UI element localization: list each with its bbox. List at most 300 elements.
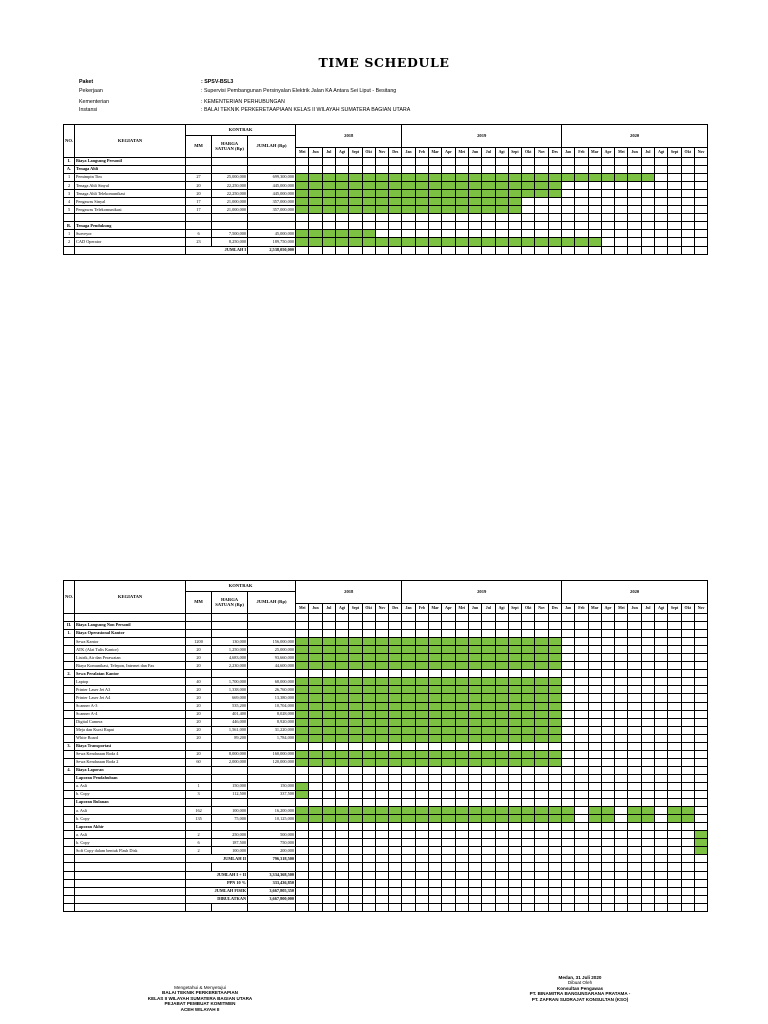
schedule-cell <box>668 782 681 790</box>
table-row <box>64 710 708 718</box>
schedule-cell <box>681 903 694 911</box>
header-jumlah: JUMLAH (Rp) <box>248 592 296 614</box>
schedule-bar-cell <box>455 174 468 182</box>
schedule-cell <box>655 863 668 871</box>
table-row <box>64 702 708 710</box>
header-month: Jun <box>468 604 481 614</box>
schedule-cell <box>389 230 402 238</box>
schedule-cell <box>615 614 628 622</box>
schedule-bar-cell <box>455 726 468 734</box>
schedule-cell <box>588 782 601 790</box>
schedule-cell <box>415 222 428 230</box>
schedule-cell <box>575 782 588 790</box>
schedule-cell <box>442 823 455 831</box>
table-row <box>64 815 708 823</box>
schedule-bar-cell <box>375 686 388 694</box>
schedule-bar-cell <box>482 726 495 734</box>
header-month: Okt <box>362 604 375 614</box>
schedule-bar-cell <box>628 174 641 182</box>
schedule-bar-cell <box>522 726 535 734</box>
schedule-cell <box>588 726 601 734</box>
table-row <box>64 799 708 807</box>
schedule-cell <box>455 614 468 622</box>
schedule-cell <box>548 855 561 863</box>
schedule-bar-cell <box>548 734 561 742</box>
schedule-cell <box>575 246 588 254</box>
schedule-cell <box>681 831 694 839</box>
row-jumlah: 31,220,000 <box>248 726 296 734</box>
schedule-cell <box>389 166 402 174</box>
schedule-cell <box>681 238 694 246</box>
schedule-bar-cell <box>335 726 348 734</box>
row-mm: 20 <box>186 726 212 734</box>
schedule-bar-cell <box>535 710 548 718</box>
schedule-cell <box>615 823 628 831</box>
schedule-cell <box>389 630 402 638</box>
table-row <box>64 638 708 646</box>
schedule-bar-cell <box>482 206 495 214</box>
schedule-cell <box>655 182 668 190</box>
schedule-cell <box>681 718 694 726</box>
schedule-bar-cell <box>508 726 521 734</box>
schedule-cell <box>508 230 521 238</box>
schedule-bar-cell <box>522 190 535 198</box>
schedule-cell <box>681 158 694 166</box>
header-month: Apr <box>442 604 455 614</box>
schedule-cell <box>508 614 521 622</box>
schedule-cell <box>668 182 681 190</box>
schedule-bar-cell <box>455 654 468 662</box>
schedule-cell <box>601 831 614 839</box>
row-jumlah <box>248 823 296 831</box>
schedule-bar-cell <box>402 206 415 214</box>
schedule-cell <box>415 230 428 238</box>
table-cell <box>75 214 186 222</box>
schedule-cell <box>694 791 707 799</box>
schedule-bar-cell <box>468 734 481 742</box>
row-activity: a. Asli <box>75 782 186 790</box>
schedule-cell <box>389 863 402 871</box>
schedule-bar-cell <box>429 206 442 214</box>
schedule-cell <box>335 895 348 903</box>
schedule-cell <box>402 742 415 750</box>
schedule-bar-cell <box>482 198 495 206</box>
schedule-bar-cell <box>522 710 535 718</box>
header-month: Okt <box>522 148 535 158</box>
row-mm: 1 <box>186 782 212 790</box>
schedule-cell <box>402 839 415 847</box>
schedule-cell <box>628 230 641 238</box>
schedule-cell <box>468 895 481 903</box>
schedule-bar-cell <box>522 750 535 758</box>
table-row <box>64 174 708 182</box>
schedule-cell <box>482 630 495 638</box>
total-value: 333,436,850 <box>248 879 296 887</box>
schedule-bar-cell <box>429 182 442 190</box>
row-jumlah: 10,704,000 <box>248 702 296 710</box>
row-harga: 2,000,000 <box>212 758 248 766</box>
schedule-bar-cell <box>389 694 402 702</box>
schedule-bar-cell <box>522 678 535 686</box>
schedule-bar-cell <box>548 726 561 734</box>
header-month: Jul <box>641 148 654 158</box>
schedule-cell <box>296 879 309 887</box>
schedule-cell <box>694 630 707 638</box>
schedule-cell <box>508 855 521 863</box>
schedule-bar-cell <box>455 758 468 766</box>
schedule-cell <box>655 198 668 206</box>
schedule-cell <box>482 823 495 831</box>
schedule-bar-cell <box>495 174 508 182</box>
schedule-cell <box>522 887 535 895</box>
schedule-cell <box>548 158 561 166</box>
schedule-cell <box>641 879 654 887</box>
schedule-bar-cell <box>601 174 614 182</box>
schedule-cell <box>694 222 707 230</box>
schedule-cell <box>615 638 628 646</box>
row-number <box>64 662 75 670</box>
row-mm: 162 <box>186 807 212 815</box>
schedule-cell <box>601 887 614 895</box>
schedule-bar-cell <box>482 694 495 702</box>
row-activity: Printer Laser Jet A4 <box>75 694 186 702</box>
schedule-cell <box>415 782 428 790</box>
schedule-cell <box>628 614 641 622</box>
schedule-cell <box>495 774 508 782</box>
schedule-cell <box>601 726 614 734</box>
row-number <box>64 646 75 654</box>
schedule-cell <box>615 686 628 694</box>
schedule-cell <box>429 214 442 222</box>
schedule-bar-cell <box>482 750 495 758</box>
schedule-cell <box>349 222 362 230</box>
schedule-cell <box>694 758 707 766</box>
schedule-cell <box>561 158 574 166</box>
row-jumlah: 750,000 <box>248 839 296 847</box>
schedule-cell <box>628 887 641 895</box>
header-month: Sept <box>349 148 362 158</box>
schedule-cell <box>429 742 442 750</box>
schedule-cell <box>309 855 322 863</box>
schedule-bar-cell <box>455 702 468 710</box>
schedule-cell <box>482 847 495 855</box>
schedule-bar-cell <box>389 638 402 646</box>
schedule-cell <box>655 654 668 662</box>
row-number: 4 <box>64 198 75 206</box>
table-row <box>64 823 708 831</box>
schedule-cell <box>455 630 468 638</box>
schedule-cell <box>561 750 574 758</box>
schedule-cell <box>455 895 468 903</box>
schedule-bar-cell <box>495 678 508 686</box>
schedule-cell <box>681 670 694 678</box>
schedule-cell <box>535 863 548 871</box>
row-harga <box>212 622 248 630</box>
schedule-bar-cell <box>296 782 309 790</box>
schedule-bar-cell <box>349 758 362 766</box>
schedule-bar-cell <box>548 686 561 694</box>
schedule-bar-cell <box>349 662 362 670</box>
schedule-bar-cell <box>429 678 442 686</box>
schedule-cell <box>482 622 495 630</box>
schedule-bar-cell <box>482 662 495 670</box>
row-activity: Scanner A-4 <box>75 710 186 718</box>
schedule-cell <box>402 214 415 222</box>
schedule-cell <box>495 903 508 911</box>
schedule-cell <box>575 823 588 831</box>
schedule-cell <box>615 734 628 742</box>
schedule-bar-cell <box>615 174 628 182</box>
schedule-cell <box>694 182 707 190</box>
schedule-bar-cell <box>522 654 535 662</box>
row-number: 1 <box>64 230 75 238</box>
schedule-cell <box>628 670 641 678</box>
header-row <box>64 125 708 136</box>
schedule-cell <box>601 903 614 911</box>
schedule-cell <box>694 799 707 807</box>
schedule-cell <box>668 694 681 702</box>
schedule-bar-cell <box>482 638 495 646</box>
schedule-cell <box>575 678 588 686</box>
header-month: Jun <box>309 148 322 158</box>
schedule-bar-cell <box>322 694 335 702</box>
schedule-bar-cell <box>548 174 561 182</box>
total-row <box>64 246 708 254</box>
row-harga: 8,250,000 <box>212 238 248 246</box>
schedule-bar-cell <box>442 718 455 726</box>
schedule-cell <box>455 774 468 782</box>
schedule-cell <box>296 839 309 847</box>
schedule-bar-cell <box>455 718 468 726</box>
schedule-bar-cell <box>694 839 707 847</box>
row-harga: 1,250,000 <box>212 646 248 654</box>
schedule-bar-cell <box>468 702 481 710</box>
schedule-bar-cell <box>495 190 508 198</box>
row-activity: Sewa Kendaraan Roda 2 <box>75 758 186 766</box>
schedule-cell <box>335 166 348 174</box>
schedule-cell <box>495 766 508 774</box>
schedule-cell <box>535 198 548 206</box>
schedule-bar-cell <box>415 686 428 694</box>
schedule-cell <box>628 758 641 766</box>
schedule-bar-cell <box>415 807 428 815</box>
row-mm: 135 <box>186 815 212 823</box>
row-mm: 6 <box>186 230 212 238</box>
schedule-cell <box>482 774 495 782</box>
schedule-cell <box>442 670 455 678</box>
row-number <box>64 815 75 823</box>
schedule-cell <box>668 206 681 214</box>
schedule-cell <box>535 855 548 863</box>
schedule-cell <box>508 847 521 855</box>
schedule-cell <box>615 879 628 887</box>
schedule-cell <box>375 614 388 622</box>
schedule-bar-cell <box>468 206 481 214</box>
schedule-cell <box>495 614 508 622</box>
schedule-bar-cell <box>495 710 508 718</box>
schedule-cell <box>668 710 681 718</box>
table-cell <box>75 879 186 887</box>
schedule-bar-cell <box>455 638 468 646</box>
schedule-cell <box>655 214 668 222</box>
schedule-cell <box>309 791 322 799</box>
header-month: Jul <box>482 148 495 158</box>
schedule-cell <box>455 766 468 774</box>
schedule-cell <box>362 246 375 254</box>
row-activity: b. Copy <box>75 839 186 847</box>
schedule-cell <box>375 903 388 911</box>
schedule-bar-cell <box>442 750 455 758</box>
schedule-cell <box>601 839 614 847</box>
schedule-cell <box>535 246 548 254</box>
schedule-bar-cell <box>389 815 402 823</box>
schedule-cell <box>641 791 654 799</box>
row-number: 2 <box>64 238 75 246</box>
schedule-cell <box>601 198 614 206</box>
schedule-cell <box>522 214 535 222</box>
schedule-cell <box>335 214 348 222</box>
schedule-bar-cell <box>402 694 415 702</box>
schedule-cell <box>335 622 348 630</box>
row-jumlah: 16,200,000 <box>248 807 296 815</box>
header-month: Nov <box>375 604 388 614</box>
schedule-cell <box>415 879 428 887</box>
schedule-cell <box>522 630 535 638</box>
schedule-cell <box>455 863 468 871</box>
schedule-cell <box>535 879 548 887</box>
schedule-cell <box>668 166 681 174</box>
row-activity: Scanner A-3 <box>75 702 186 710</box>
row-activity: Laptop <box>75 678 186 686</box>
schedule-cell <box>561 190 574 198</box>
header-month: Sept <box>668 604 681 614</box>
schedule-cell <box>681 839 694 847</box>
row-activity: Pengawas Telekomunikasi <box>75 206 186 214</box>
schedule-cell <box>668 630 681 638</box>
schedule-bar-cell <box>389 702 402 710</box>
schedule-cell <box>628 750 641 758</box>
schedule-cell <box>335 774 348 782</box>
sig-left-line2: BALAI TEKNIK PERKERETAAPIAN <box>162 990 238 996</box>
header-month: Jan <box>402 604 415 614</box>
schedule-cell <box>694 750 707 758</box>
schedule-cell <box>442 774 455 782</box>
schedule-cell <box>389 823 402 831</box>
row-number: 4. <box>64 766 75 774</box>
schedule-cell <box>309 839 322 847</box>
row-activity: Sewa Kendaraan Roda 4 <box>75 750 186 758</box>
schedule-cell <box>389 782 402 790</box>
schedule-cell <box>575 815 588 823</box>
schedule-cell <box>601 166 614 174</box>
schedule-cell <box>389 791 402 799</box>
schedule-bar-cell <box>309 198 322 206</box>
schedule-bar-cell <box>362 646 375 654</box>
schedule-cell <box>482 782 495 790</box>
schedule-cell <box>522 670 535 678</box>
schedule-cell <box>615 630 628 638</box>
schedule-cell <box>588 879 601 887</box>
row-number: 3 <box>64 190 75 198</box>
row-activity: b. Copy <box>75 815 186 823</box>
table-row <box>64 678 708 686</box>
schedule-cell <box>655 678 668 686</box>
header-month: Des <box>389 604 402 614</box>
section-row <box>64 766 708 774</box>
schedule-bar-cell <box>362 190 375 198</box>
row-mm <box>186 158 212 166</box>
schedule-cell <box>322 742 335 750</box>
schedule-cell <box>561 823 574 831</box>
schedule-cell <box>455 823 468 831</box>
row-harga: 7,500,000 <box>212 230 248 238</box>
schedule-bar-cell <box>362 182 375 190</box>
schedule-cell <box>522 246 535 254</box>
schedule-bar-cell <box>309 230 322 238</box>
schedule-cell <box>522 742 535 750</box>
schedule-cell <box>615 718 628 726</box>
schedule-cell <box>655 742 668 750</box>
schedule-cell <box>561 678 574 686</box>
schedule-cell <box>681 855 694 863</box>
schedule-cell <box>548 622 561 630</box>
schedule-cell <box>415 774 428 782</box>
schedule-cell <box>641 230 654 238</box>
table-cell <box>64 879 75 887</box>
schedule-cell <box>322 158 335 166</box>
row-harga: 535,200 <box>212 702 248 710</box>
schedule-cell <box>628 742 641 750</box>
row-harga: 1,338,000 <box>212 686 248 694</box>
schedule-cell <box>322 831 335 839</box>
schedule-bar-cell <box>468 662 481 670</box>
header-month: Okt <box>681 604 694 614</box>
row-harga: 100,000 <box>212 847 248 855</box>
schedule-cell <box>628 222 641 230</box>
schedule-cell <box>349 614 362 622</box>
schedule-cell <box>575 166 588 174</box>
row-mm <box>186 742 212 750</box>
row-jumlah: 120,000,000 <box>248 758 296 766</box>
schedule-cell <box>575 646 588 654</box>
schedule-cell <box>641 198 654 206</box>
schedule-bar-cell <box>508 807 521 815</box>
schedule-cell <box>681 766 694 774</box>
schedule-cell <box>561 646 574 654</box>
schedule-cell <box>362 879 375 887</box>
schedule-bar-cell <box>362 654 375 662</box>
schedule-cell <box>628 782 641 790</box>
row-activity: Sewa Peralatan Kantor <box>75 670 186 678</box>
schedule-cell <box>681 694 694 702</box>
schedule-cell <box>548 198 561 206</box>
schedule-bar-cell <box>375 678 388 686</box>
row-number <box>64 839 75 847</box>
schedule-cell <box>655 230 668 238</box>
schedule-bar-cell <box>468 758 481 766</box>
schedule-cell <box>402 782 415 790</box>
schedule-cell <box>575 799 588 807</box>
schedule-cell <box>694 158 707 166</box>
schedule-bar-cell <box>429 638 442 646</box>
schedule-cell <box>694 662 707 670</box>
schedule-cell <box>641 823 654 831</box>
schedule-bar-cell <box>375 758 388 766</box>
header-month: Mei <box>296 604 309 614</box>
schedule-bar-cell <box>442 678 455 686</box>
schedule-cell <box>681 887 694 895</box>
row-number <box>64 807 75 815</box>
